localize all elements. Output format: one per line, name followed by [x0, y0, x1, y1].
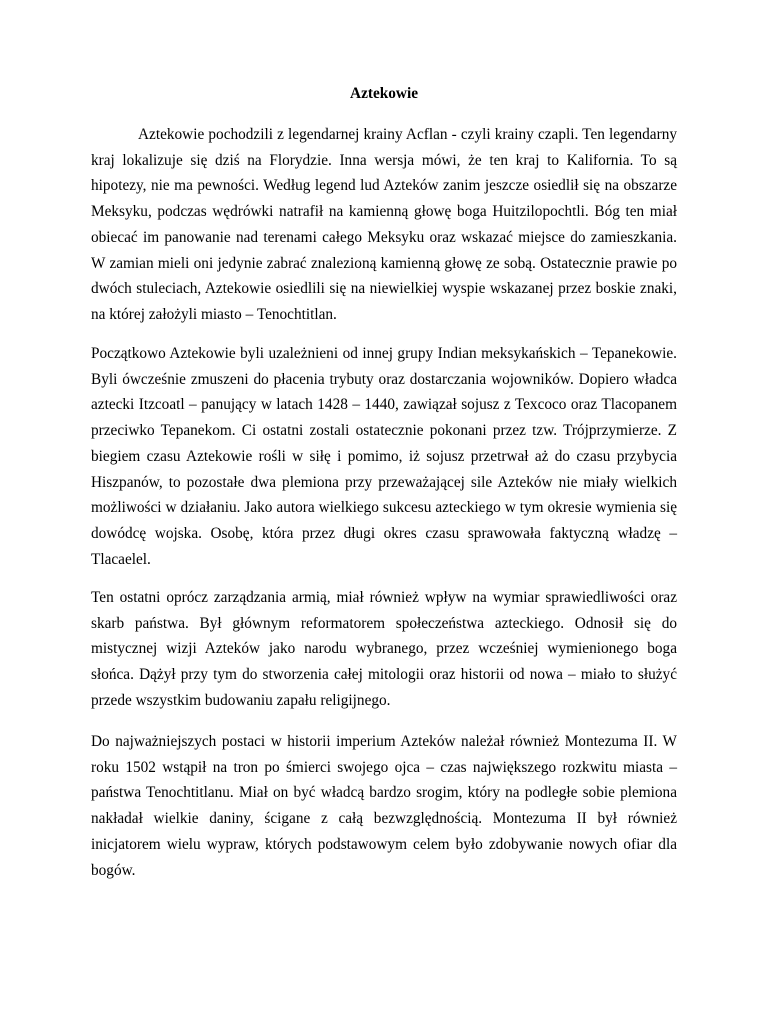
paragraph-tlacaelel: Ten ostatni oprócz zarządzania armią, miał również wpływ na wymiar sprawiedliwości oraz skarb państwa. Był głównym reformatorem społeczeństwa azteckiego. Odnosił się do mistycznej wizji Azteków jako narodu wybranego, przez wcześniej wymienionego boga słońca. Dążył przy tym do stworzenia całej mitologii oraz historii od nowa – miało to służyć przede wszystkim budowaniu zapału religijnego. — [91, 589, 677, 709]
paragraph-montezuma: Do najważniejszych postaci w historii imperium Azteków należał również Montezuma II. W roku 1502 wstąpił na tron po śmierci swojego ojca – czas największego rozkwitu miasta – państwa Tenochtitlanu. Miał on być władcą bardzo srogim, który na podległe sobie plemiona nakładał wielkie daniny, ścigane z całą bezwzględnością. Montezuma II był również inicjatorem wielu wypraw, których podstawowym celem było zdobywanie nowych ofiar dla bogów. — [91, 733, 677, 879]
document-title: Aztekowie — [350, 85, 418, 102]
paragraph-origins: Aztekowie pochodzili z legendarnej krainy Acflan - czyli krainy czapli. Ten legendarny kraj lokalizuje się dziś na Florydzie. Inna wersja mówi, że ten kraj to Kalifornia. To są hipotezy, nie ma pewności. Według legend lud Azteków zanim jeszcze osiedlił się na obszarze Meksyku, podczas wędrówki natrafił na kamienną głowę boga Huitzilopochtli. Bóg ten miał obiecać im panowanie nad terenami całego Meksyku oraz wskazać miejsce do zamieszkania. W zamian mieli oni jedynie zabrać znalezioną kamienną głowę ze sobą. Ostatecznie prawie po dwóch stuleciach, Aztekowie osiedlili się na niewielkiej wyspie wskazanej przez boskie znaki, na której założyli miasto – Tenochtitlan. — [91, 126, 677, 323]
paragraph-early-history: Początkowo Aztekowie byli uzależnieni od innej grupy Indian meksykańskich – Tepanekowie. Byli ówcześnie zmuszeni do płacenia trybuty oraz dostarczania wojowników. Dopiero władca aztecki Itzcoatl – panujący w latach 1428 – 1440, zawiązał sojusz z Texcoco oraz Tlacopanem przeciwko Tepanekom. Ci ostatni zostali ostatecznie pokonani przez tzw. Trójprzymierze. Z biegiem czasu Aztekowie rośli w siłę i pomimo, iż sojusz przetrwał aż do czasu przybycia Hiszpanów, to pozostałe dwa plemiona przy przeważającej sile Azteków nie miały wielkich możliwości w działaniu. Jako autora wielkiego sukcesu azteckiego w tym okresie wymienia się dowódcę wojska. Osobę, która przez długi okres czasu sprawowała faktyczną władzę – Tlacaelel. — [91, 345, 677, 568]
